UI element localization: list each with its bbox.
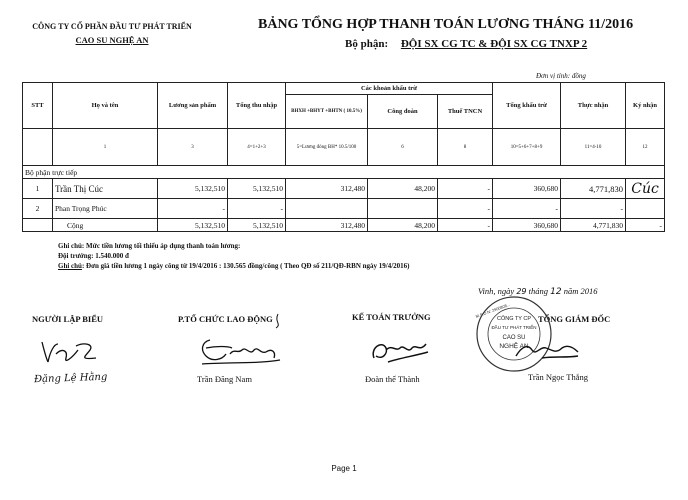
department-label: Bộ phận: — [345, 38, 389, 50]
accountant-title: KẾ TOÁN TRƯỞNG — [352, 312, 431, 322]
stamp-line2: ĐẦU TƯ PHÁT TRIỂN — [491, 325, 537, 330]
date-day: 29 — [516, 287, 527, 296]
row-total: - — [228, 199, 286, 219]
document-title: BẢNG TỔNG HỢP THANH TOÁN LƯƠNG THÁNG 11/2016 — [258, 17, 634, 32]
total-row — [23, 219, 665, 232]
row-total-deduct: - — [493, 199, 561, 219]
total-tax: - — [438, 219, 493, 232]
department-value: ĐỘI SX CG TC & ĐỘI SX CG TNXP 2 — [400, 38, 588, 50]
accountant-signature-icon — [368, 334, 432, 366]
notes — [58, 241, 410, 271]
total-income: 5,132,510 — [228, 219, 286, 232]
header-stt: STT — [23, 83, 53, 129]
section-row — [23, 166, 665, 179]
row-insurance: 312,480 — [286, 179, 368, 199]
note-line3-text: : Đơn giá tiền lương 1 ngày công từ 19/4/2016 : 130.565 đồng/công ( Theo QĐ số 211/QĐ-RBN ngày 19/4/2016) — [81, 262, 410, 270]
index-cell: 8 — [438, 129, 493, 166]
header-row-1 — [23, 83, 665, 95]
row-name: Trần Thị Cúc — [53, 179, 158, 199]
index-cell: 5=Lương đóng BH* 10.5/100 — [286, 129, 368, 166]
row-tax: - — [438, 199, 493, 219]
date-month-label: tháng — [528, 286, 549, 296]
stamp-ring: M.S.D.N: 2900808... — [474, 301, 511, 319]
index-cell — [23, 129, 53, 166]
payroll-table — [22, 82, 665, 232]
index-cell: 10=5+6+7+8+9 — [493, 129, 561, 166]
department-line — [345, 38, 587, 50]
row-signature — [626, 199, 665, 219]
header-total-deduct: Tổng khấu trừ — [493, 83, 561, 129]
total-union: 48,200 — [368, 219, 438, 232]
date-prefix: Vinh, ngày — [478, 286, 515, 296]
row-net: - — [561, 199, 626, 219]
total-net: 4,771,830 — [561, 219, 626, 232]
date-month: 12 — [550, 287, 562, 297]
row-name: Phan Trọng Phúc — [53, 199, 158, 219]
hr-name: Trần Đăng Nam — [197, 374, 252, 384]
preparer-name: Đặng Lệ Hằng — [33, 371, 108, 386]
stamp-line3: CAO SU — [502, 335, 526, 341]
director-title: TỔNG GIÁM ĐỐC — [538, 314, 611, 324]
total-label: Cộng — [53, 219, 158, 232]
index-cell: 3 — [158, 129, 228, 166]
total-salary: 5,132,510 — [158, 219, 228, 232]
total-deduct: 360,680 — [493, 219, 561, 232]
header-sign: Ký nhận — [626, 83, 665, 129]
header-salary: Lương sản phẩm — [158, 83, 228, 129]
hr-signature-icon — [196, 334, 282, 370]
header-union: Công đoàn — [368, 95, 438, 129]
note-line3 — [58, 261, 410, 271]
director-signature-icon — [512, 336, 582, 364]
row-salary: - — [158, 199, 228, 219]
row-tax: - — [438, 179, 493, 199]
row-union — [368, 199, 438, 219]
note-line1: Ghi chú: Mức tiền lương tối thiểu áp dụng thanh toán lương: — [58, 242, 241, 250]
index-cell: 4=1+2+3 — [228, 129, 286, 166]
total-stt — [23, 219, 53, 232]
row-total-deduct: 360,680 — [493, 179, 561, 199]
note-line3-label: Ghi chú — [58, 262, 82, 270]
index-cell: 1 — [53, 129, 158, 166]
page-number: Page 1 — [331, 464, 357, 473]
preparer-signature-icon — [38, 336, 108, 366]
row-total: 5,132,510 — [228, 179, 286, 199]
row-insurance — [286, 199, 368, 219]
row-stt: 2 — [23, 199, 53, 219]
table-row — [23, 199, 665, 219]
row-union: 48,200 — [368, 179, 438, 199]
accountant-name: Đoàn thế Thành — [365, 374, 420, 384]
stamp-line4: NGHỆ AN — [499, 343, 529, 350]
total-sign: - — [626, 219, 665, 232]
currency-unit: Đơn vị tính: đồng — [536, 72, 586, 80]
index-cell: 6 — [368, 129, 438, 166]
header-insurance: BHXH +BHYT +BHTN ( 10.5%) — [286, 95, 368, 129]
header-total-income: Tổng thu nhập — [228, 83, 286, 129]
preparer-title: NGƯỜI LẬP BIỂU — [32, 314, 104, 324]
director-name: Trần Ngọc Thắng — [528, 372, 588, 382]
note-line2: Đội trưởng: 1.540.000 đ — [58, 252, 129, 260]
company-name — [22, 22, 202, 45]
company-line1: CÔNG TY CỔ PHẦN ĐẦU TƯ PHÁT TRIỂN — [32, 22, 192, 31]
index-cell: 11=4-10 — [561, 129, 626, 166]
company-line2: CAO SU NGHỆ AN — [75, 35, 149, 45]
section-label: Bộ phận trực tiếp — [23, 166, 665, 179]
header-tax: Thuế TNCN — [438, 95, 493, 129]
total-insurance: 312,480 — [286, 219, 368, 232]
header-name: Họ và tên — [53, 83, 158, 129]
header-deductions: Các khoản khấu trừ — [286, 83, 493, 95]
row-salary: 5,132,510 — [158, 179, 228, 199]
row-stt: 1 — [23, 179, 53, 199]
date-year: năm 2016 — [563, 286, 598, 296]
header-net: Thực nhận — [561, 83, 626, 129]
index-cell: 12 — [626, 129, 665, 166]
hr-title: P.TỔ CHỨC LAO ĐỘNG — [178, 314, 273, 324]
row-signature: Cúc — [626, 179, 665, 199]
index-row — [23, 129, 665, 166]
row-net: 4,771,830 — [561, 179, 626, 199]
stamp-line1: CÔNG TY CP — [496, 316, 532, 322]
table-row — [23, 179, 665, 199]
